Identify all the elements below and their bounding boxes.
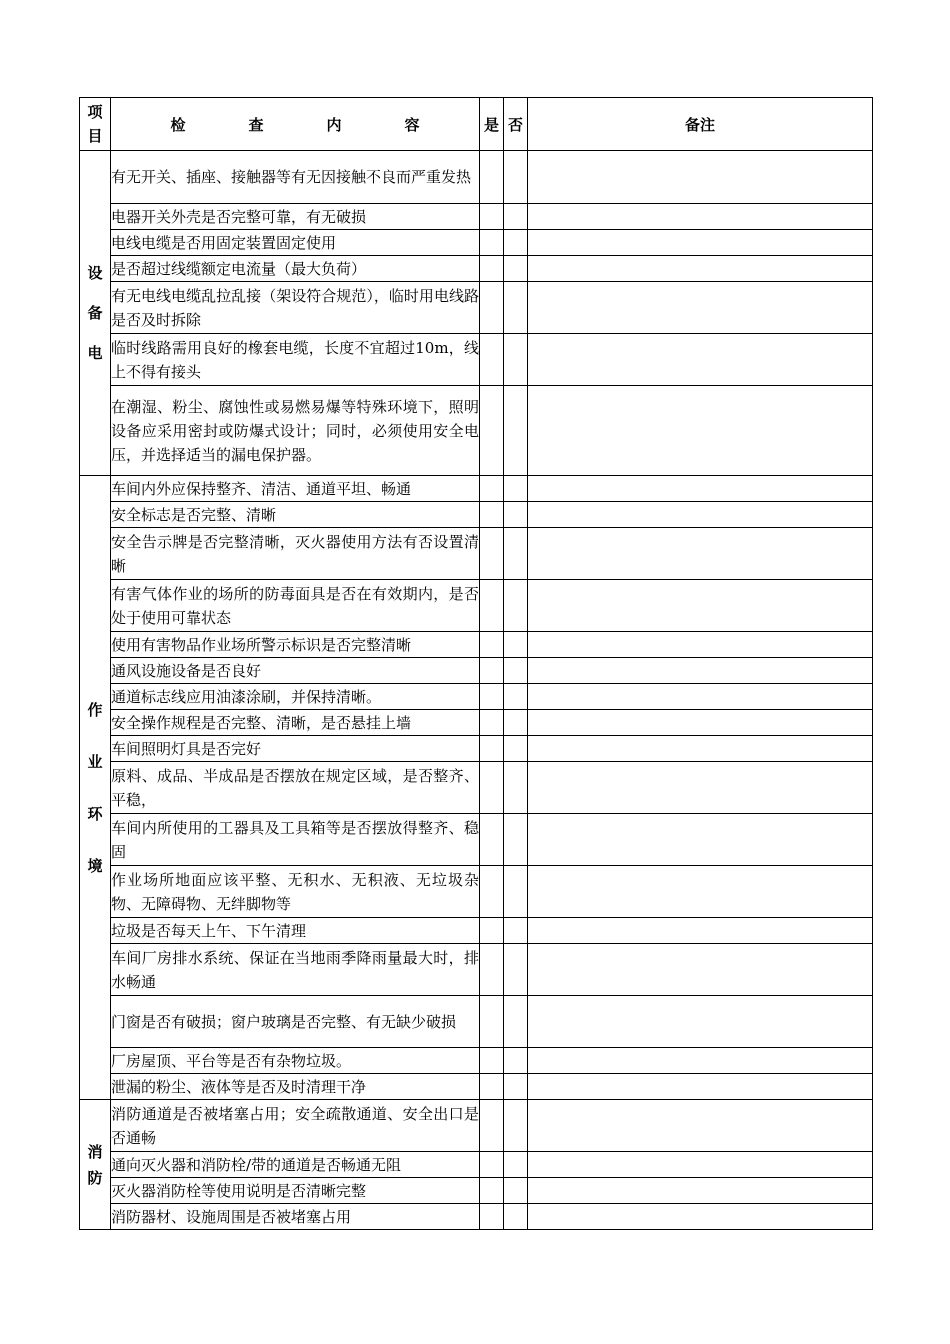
check-item-text: 车间内外应保持整齐、清洁、通道平坦、畅通 — [111, 476, 480, 502]
no-check-cell[interactable] — [504, 996, 528, 1048]
note-cell[interactable] — [528, 1048, 873, 1074]
note-cell[interactable] — [528, 476, 873, 502]
table-row — [80, 476, 873, 502]
table-row — [80, 944, 873, 996]
check-item-text: 作业场所地面应该平整、无积水、无积液、无垃圾杂物、无障碍物、无绊脚物等 — [111, 866, 480, 918]
table-row — [80, 1100, 873, 1152]
yes-check-cell[interactable] — [480, 386, 504, 476]
no-check-cell[interactable] — [504, 736, 528, 762]
no-check-cell[interactable] — [504, 1048, 528, 1074]
table-row — [80, 386, 873, 476]
yes-check-cell[interactable] — [480, 736, 504, 762]
note-cell[interactable] — [528, 1100, 873, 1152]
table-row — [80, 684, 873, 710]
check-item-text: 车间照明灯具是否完好 — [111, 736, 480, 762]
check-item-text: 消防器材、设施周围是否被堵塞占用 — [111, 1204, 480, 1230]
note-cell[interactable] — [528, 996, 873, 1048]
no-check-cell[interactable] — [504, 204, 528, 230]
yes-check-cell[interactable] — [480, 502, 504, 528]
no-check-cell[interactable] — [504, 1204, 528, 1230]
note-cell[interactable] — [528, 1074, 873, 1100]
note-cell[interactable] — [528, 282, 873, 334]
check-item-text: 在潮湿、粉尘、腐蚀性或易燃易爆等特殊环境下，照明设备应采用密封或防爆式设计；同时，必须使用安全电压，并选择适当的漏电保护器。 — [111, 386, 480, 476]
yes-check-cell[interactable] — [480, 710, 504, 736]
table-row — [80, 204, 873, 230]
note-cell[interactable] — [528, 632, 873, 658]
check-item-text: 电线电缆是否用固定装置固定使用 — [111, 230, 480, 256]
no-check-cell[interactable] — [504, 658, 528, 684]
note-cell[interactable] — [528, 334, 873, 386]
check-item-text: 车间厂房排水系统、保证在当地雨季降雨量最大时，排水畅通 — [111, 944, 480, 996]
yes-check-cell[interactable] — [480, 151, 504, 204]
check-item-text: 车间内所使用的工器具及工具箱等是否摆放得整齐、稳固 — [111, 814, 480, 866]
yes-check-cell[interactable] — [480, 230, 504, 256]
category-cell-work-environment — [80, 476, 111, 1100]
header-content-cell — [111, 98, 483, 151]
table-row — [80, 736, 873, 762]
check-item-text: 门窗是否有破损；窗户玻璃是否完整、有无缺少破损 — [111, 996, 480, 1048]
note-cell[interactable] — [528, 1204, 873, 1230]
no-check-cell[interactable] — [504, 502, 528, 528]
table-row — [80, 632, 873, 658]
header-item-label: 项目 — [87, 103, 103, 145]
table-row — [80, 151, 873, 204]
no-check-cell[interactable] — [504, 814, 528, 866]
note-cell[interactable] — [528, 151, 873, 204]
yes-check-cell[interactable] — [480, 996, 504, 1048]
table-row — [80, 996, 873, 1048]
note-cell[interactable] — [528, 230, 873, 256]
yes-check-cell[interactable] — [480, 1048, 504, 1074]
yes-check-cell[interactable] — [480, 684, 504, 710]
note-cell[interactable] — [528, 528, 873, 580]
check-item-text: 消防通道是否被堵塞占用；安全疏散通道、安全出口是否通畅 — [111, 1100, 480, 1152]
no-check-cell[interactable] — [504, 918, 528, 944]
header-yes-cell: 是 — [480, 98, 504, 151]
inspection-checklist-table — [79, 97, 873, 1230]
note-cell[interactable] — [528, 684, 873, 710]
check-item-text: 垃圾是否每天上午、下午清理 — [111, 918, 480, 944]
table-row — [80, 1204, 873, 1230]
table-row — [80, 1178, 873, 1204]
no-check-cell[interactable] — [504, 230, 528, 256]
no-check-cell[interactable] — [504, 762, 528, 814]
table-row — [80, 256, 873, 282]
header-no-cell: 否 — [504, 98, 528, 151]
table-row — [80, 866, 873, 918]
table-row — [80, 1048, 873, 1074]
table-row — [80, 1152, 873, 1178]
check-item-text: 电器开关外壳是否完整可靠，有无破损 — [111, 204, 480, 230]
table-row — [80, 282, 873, 334]
no-check-cell[interactable] — [504, 528, 528, 580]
yes-check-cell[interactable] — [480, 944, 504, 996]
check-item-text: 通向灭火器和消防栓/带的通道是否畅通无阻 — [111, 1152, 480, 1178]
note-cell[interactable] — [528, 256, 873, 282]
yes-check-cell[interactable] — [480, 256, 504, 282]
table-row — [80, 528, 873, 580]
no-check-cell[interactable] — [504, 944, 528, 996]
table-row — [80, 658, 873, 684]
table-row — [80, 502, 873, 528]
category-label: 作业环境 — [87, 700, 103, 875]
note-cell[interactable] — [528, 502, 873, 528]
check-item-text: 有无电线电缆乱拉乱接（架设符合规范），临时用电线路是否及时拆除 — [111, 282, 480, 334]
no-check-cell[interactable] — [504, 632, 528, 658]
note-cell[interactable] — [528, 710, 873, 736]
yes-check-cell[interactable] — [480, 282, 504, 334]
check-item-text: 是否超过线缆额定电流量（最大负荷） — [111, 256, 480, 282]
note-cell[interactable] — [528, 918, 873, 944]
check-item-text: 有害气体作业的场所的防毒面具是否在有效期内，是否处于使用可靠状态 — [111, 580, 480, 632]
note-cell[interactable] — [528, 204, 873, 230]
no-check-cell[interactable] — [504, 256, 528, 282]
yes-check-cell[interactable] — [480, 866, 504, 918]
check-item-text: 原料、成品、半成品是否摆放在规定区域，是否整齐、平稳， — [111, 762, 480, 814]
note-cell[interactable] — [528, 658, 873, 684]
yes-check-cell[interactable] — [480, 1074, 504, 1100]
yes-check-cell[interactable] — [480, 918, 504, 944]
table-row — [80, 580, 873, 632]
note-cell[interactable] — [528, 580, 873, 632]
no-check-cell[interactable] — [504, 282, 528, 334]
category-label: 消防 — [87, 1142, 103, 1187]
yes-check-cell[interactable] — [480, 1152, 504, 1178]
note-cell[interactable] — [528, 866, 873, 918]
header-row — [80, 98, 873, 151]
no-check-cell[interactable] — [504, 684, 528, 710]
no-check-cell[interactable] — [504, 334, 528, 386]
note-cell[interactable] — [528, 1152, 873, 1178]
check-item-text: 临时线路需用良好的橡套电缆，长度不宜超过10m，线上不得有接头 — [111, 334, 480, 386]
check-item-text: 灭火器消防栓等使用说明是否清晰完整 — [111, 1178, 480, 1204]
table-row — [80, 1074, 873, 1100]
no-check-cell[interactable] — [504, 1074, 528, 1100]
no-check-cell[interactable] — [504, 710, 528, 736]
yes-check-cell[interactable] — [480, 476, 504, 502]
no-check-cell[interactable] — [504, 1100, 528, 1152]
check-item-text: 安全标志是否完整、清晰 — [111, 502, 480, 528]
check-item-text: 安全告示牌是否完整清晰，灭火器使用方法有否设置清晰 — [111, 528, 480, 580]
note-cell[interactable] — [528, 736, 873, 762]
yes-check-cell[interactable] — [480, 658, 504, 684]
yes-check-cell[interactable] — [480, 1178, 504, 1204]
header-item-cell — [80, 98, 111, 151]
note-cell[interactable] — [528, 386, 873, 476]
category-cell-fire-safety — [80, 1100, 111, 1230]
no-check-cell[interactable] — [504, 386, 528, 476]
yes-check-cell[interactable] — [480, 1100, 504, 1152]
check-item-text: 安全操作规程是否完整、清晰，是否悬挂上墙 — [111, 710, 480, 736]
note-cell[interactable] — [528, 814, 873, 866]
check-item-text: 有无开关、插座、接触器等有无因接触不良而严重发热 — [111, 151, 480, 204]
table-row — [80, 918, 873, 944]
table-row — [80, 710, 873, 736]
yes-check-cell[interactable] — [480, 528, 504, 580]
no-check-cell[interactable] — [504, 476, 528, 502]
check-item-text: 使用有害物品作业场所警示标识是否完整清晰 — [111, 632, 480, 658]
check-item-text: 通风设施设备是否良好 — [111, 658, 480, 684]
yes-check-cell[interactable] — [480, 334, 504, 386]
yes-check-cell[interactable] — [480, 1204, 504, 1230]
note-cell[interactable] — [528, 1178, 873, 1204]
yes-check-cell[interactable] — [480, 762, 504, 814]
header-note-cell: 备注 — [528, 98, 873, 151]
no-check-cell[interactable] — [504, 151, 528, 204]
category-cell-device — [80, 151, 111, 476]
yes-check-cell[interactable] — [480, 580, 504, 632]
category-label: 设备电 — [87, 264, 103, 362]
table-row — [80, 762, 873, 814]
yes-check-cell[interactable] — [480, 814, 504, 866]
no-check-cell[interactable] — [504, 580, 528, 632]
check-item-text: 通道标志线应用油漆涂刷，并保持清晰。 — [111, 684, 480, 710]
no-check-cell[interactable] — [504, 1178, 528, 1204]
note-cell[interactable] — [528, 762, 873, 814]
no-check-cell[interactable] — [504, 866, 528, 918]
yes-check-cell[interactable] — [480, 632, 504, 658]
table-row — [80, 334, 873, 386]
no-check-cell[interactable] — [504, 1152, 528, 1178]
table-row — [80, 230, 873, 256]
check-item-text: 泄漏的粉尘、液体等是否及时清理干净 — [111, 1074, 480, 1100]
note-cell[interactable] — [528, 944, 873, 996]
check-item-text: 厂房屋顶、平台等是否有杂物垃圾。 — [111, 1048, 480, 1074]
yes-check-cell[interactable] — [480, 204, 504, 230]
table-row — [80, 814, 873, 866]
header-content-label: 检查内容 — [170, 115, 483, 134]
